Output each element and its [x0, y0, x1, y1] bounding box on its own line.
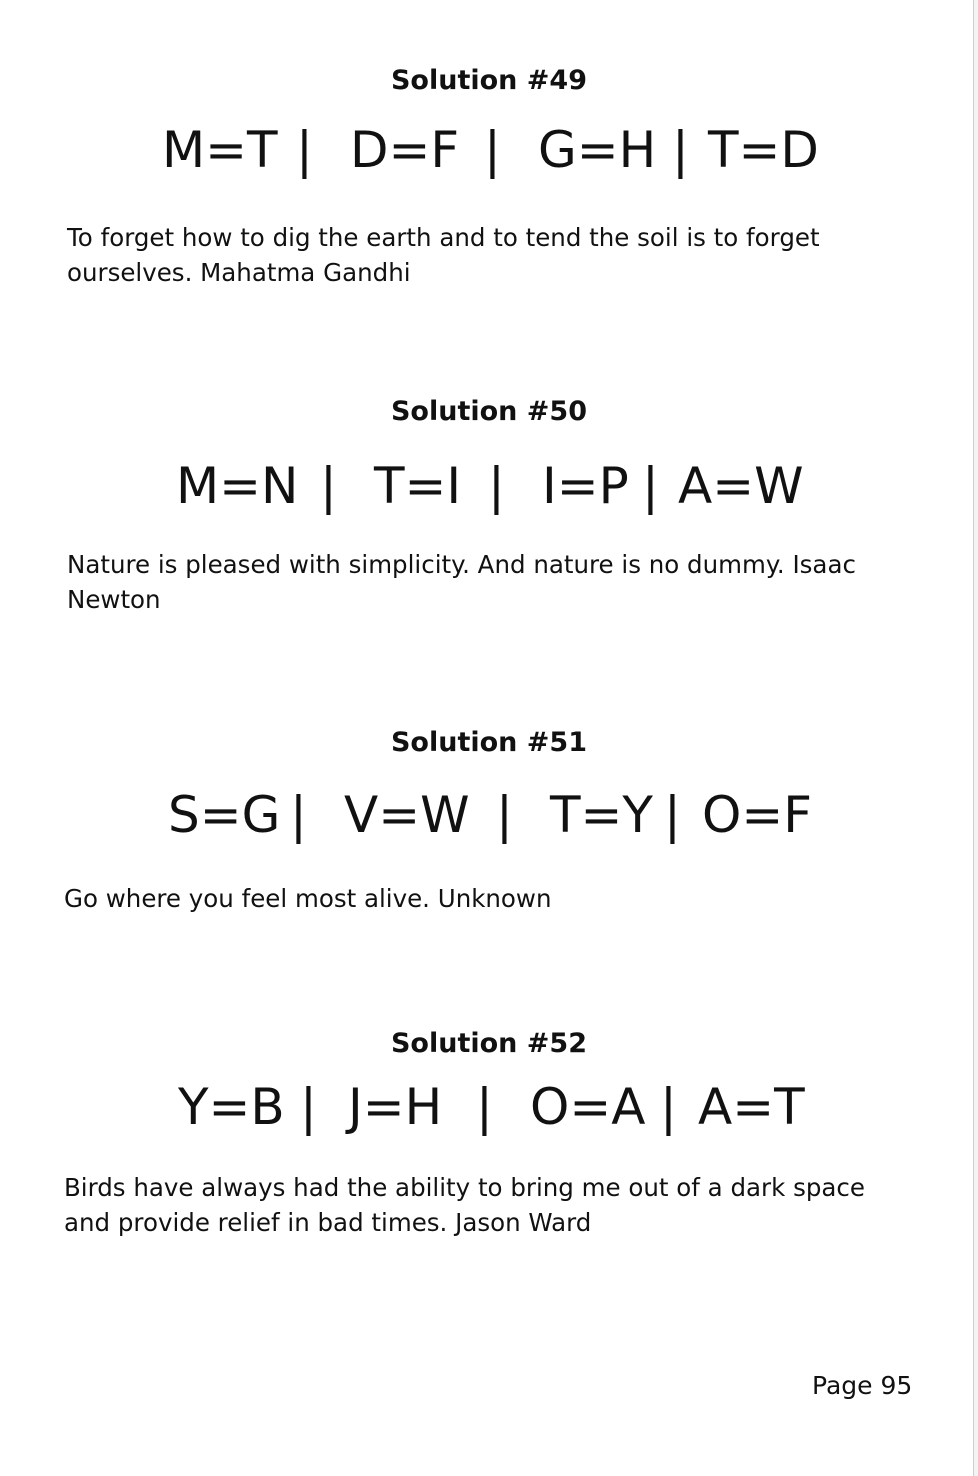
quote-text: Nature is pleased with simplicity. And nature is no dummy. Isaac Newton [67, 550, 856, 614]
solution-title: Solution #51 [390, 727, 587, 758]
cipher-pair: V=W [344, 786, 470, 844]
separator: | [642, 457, 659, 515]
cipher-pair: T=D [708, 121, 819, 179]
cipher-pair: M=T [162, 121, 278, 179]
page-number: Page 95 [812, 1371, 913, 1400]
separator: | [660, 1078, 677, 1136]
cipher-key-row [0, 1073, 978, 1141]
quote-text: To forget how to dig the earth and to tend the soil is to forget ourselves. Mahatma Gandhi [67, 223, 820, 287]
cipher-pair: G=H [538, 121, 657, 179]
cipher-key-row [0, 452, 978, 520]
cipher-key-row [0, 781, 978, 849]
cipher-pair: S=G [168, 786, 281, 844]
separator: | [320, 457, 337, 515]
separator: | [664, 786, 681, 844]
solution-title: Solution #50 [390, 396, 587, 427]
cipher-pair: D=F [350, 121, 460, 179]
cipher-pair: J=H [348, 1078, 443, 1136]
separator: | [484, 121, 501, 179]
cipher-pair: T=Y [550, 786, 653, 844]
cipher-key-row [0, 116, 978, 184]
cipher-pair: I=P [542, 457, 629, 515]
separator: | [290, 786, 307, 844]
quote-text: Birds have always had the ability to bring me out of a dark space and provide relief in bad times. Jason Ward [64, 1173, 865, 1237]
cipher-pair: Y=B [178, 1078, 285, 1136]
cipher-pair: A=T [698, 1078, 805, 1136]
separator: | [488, 457, 505, 515]
cipher-pair: T=I [374, 457, 462, 515]
cipher-pair: A=W [678, 457, 804, 515]
solution-title: Solution #49 [390, 65, 587, 96]
quote-text: Go where you feel most alive. Unknown [64, 884, 552, 913]
separator: | [300, 1078, 317, 1136]
cipher-pair: O=A [530, 1078, 646, 1136]
solution-title: Solution #52 [390, 1028, 587, 1059]
separator: | [496, 786, 513, 844]
cipher-pair: M=N [176, 457, 299, 515]
separator: | [672, 121, 689, 179]
separator: | [476, 1078, 493, 1136]
cipher-pair: O=F [702, 786, 813, 844]
separator: | [296, 121, 313, 179]
